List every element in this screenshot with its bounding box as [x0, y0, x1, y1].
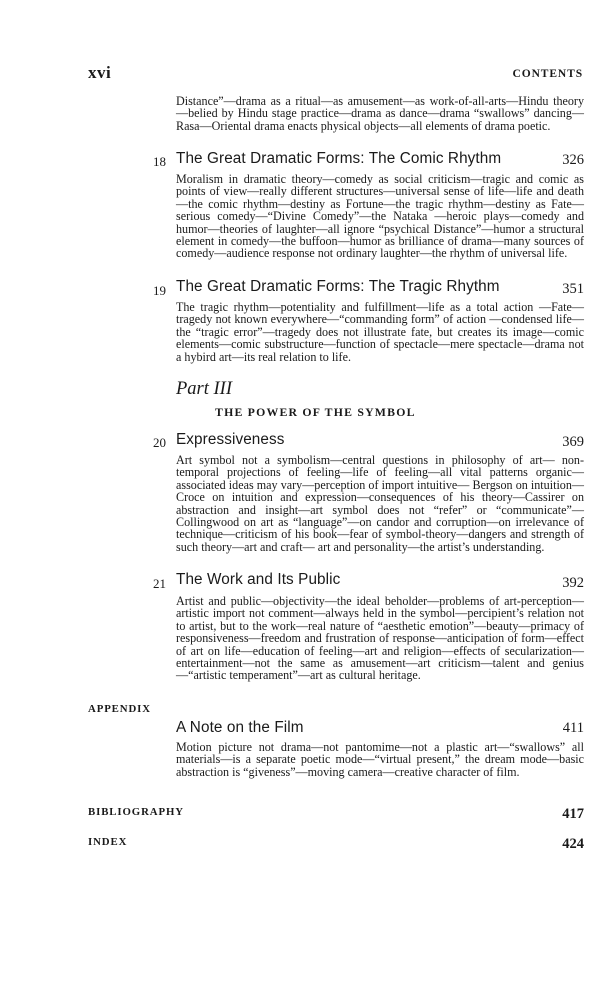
bibliography-page: 417: [562, 806, 584, 822]
chapter-number: 19: [153, 283, 166, 298]
chapter-summary: Art symbol not a symbolism—central questions in philosophy of art— non-temporal projections of feeling—life of feeling—all vital patterns organic—associated ideas may vary—perception of import intuitive— Bergson on intuition—Croce on intuition and expression—consequences of his theory—Cassirer on abstraction and insight—art symbol does not “refer” or “communicate”—Collingwood on art as “language”—on candor and corruption—on irrelevance of technique—criticism of his book—fear of symbol-theory—dangers and strength of such theory—art and craft— art and personality—the artist’s understanding.: [176, 453, 584, 554]
chapter-page: 326: [562, 152, 584, 168]
running-title: CONTENTS: [512, 68, 583, 80]
page-number: xvi: [88, 63, 112, 82]
bibliography-label: BIBLIOGRAPHY: [88, 806, 184, 818]
part-subtitle: THE POWER OF THE SYMBOL: [215, 405, 416, 419]
index-label: INDEX: [88, 836, 128, 848]
chapter-number: 18: [153, 154, 166, 169]
chapter-number: 21: [153, 576, 166, 591]
appendix-title: A Note on the Film: [176, 719, 304, 736]
appendix-page: 411: [562, 720, 584, 736]
chapter-page: 392: [562, 575, 584, 591]
chapter-number: 20: [153, 435, 166, 450]
appendix-label: APPENDIX: [88, 703, 151, 715]
chapter-page: 351: [562, 281, 584, 297]
chapter-title: Expressiveness: [176, 431, 285, 448]
chapter-title: The Great Dramatic Forms: The Tragic Rhythm: [176, 278, 500, 295]
chapter-summary: The tragic rhythm—potentiality and fulfillment—life as a total action —Fate—tragedy not known everywhere—“commanding form” of action —condensed life—the “tragic error”—tragedy does not illustrate fate, but creates its image—comic elements—comic substructure—function of spectacle—mere spectacle—drama not a hybird art—its real relation to life.: [176, 300, 584, 364]
index-page: 424: [562, 836, 584, 852]
chapter-page: 369: [562, 434, 584, 450]
part-heading: Part III: [176, 379, 232, 399]
continuation-summary: Distance”—drama as a ritual—as amusement—as work-of-all-arts—Hindu theory—belied by Hindu stage practice—drama as dance—drama “swallows” dancing—Rasa—Oriental drama enacts physical objects—all elements of drama poetic.: [176, 94, 584, 133]
appendix-summary: Motion picture not drama—not pantomime—not a plastic art—“swallows” all materials—is a separate poetic mode—“virtual present,” the dream mode—basic abstraction is “giveness”—moving camera—creative character of film.: [176, 740, 584, 779]
chapter-summary: Moralism in dramatic theory—comedy as social criticism—tragic and comic as points of view—really different structures—universal sense of life—life and death—the comic rhythm—destiny as Fortune—the tragic rhythm—destiny as Fate—serious comedy—“Divine Comedy”—the Nataka —heroic plays—comedy and humor—theories of laughter—all ignore “psychical Distance”—humor a structural element in comedy—the buffoon—humor as brilliance of drama—many sources of comedy—audience response not ordinary laughter—the rhythm of universal life.: [176, 172, 584, 261]
chapter-title: The Work and Its Public: [176, 571, 341, 588]
chapter-summary: Artist and public—objectivity—the ideal beholder—problems of art-perception—artistic import not comment—always held in the symbol—percipient’s relation not to artist, but to the work—real nature of “aesthetic emotion”—beauty—primacy of responsiveness—freedom and frustration of response—anticipation of form—effect of art on life—education of feeling—art and religion—effects of secularization—entertainment—not the same as amusement—art criticism—talent and genius—“artistic temperament”—art as cultural heritage.: [176, 594, 584, 683]
chapter-title: The Great Dramatic Forms: The Comic Rhythm: [176, 150, 502, 167]
